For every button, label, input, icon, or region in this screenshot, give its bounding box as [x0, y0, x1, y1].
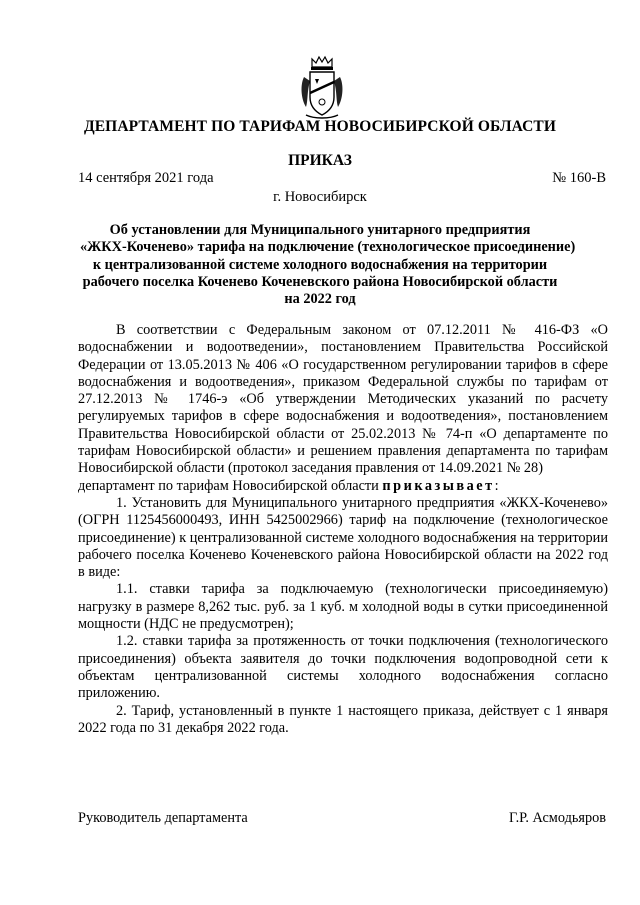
title-line: на 2022 год [284, 291, 356, 308]
document-type: ПРИКАЗ [288, 152, 352, 169]
orders-word: приказывает [382, 477, 495, 494]
novosibirsk-coat-of-arms-icon [298, 55, 346, 121]
orders-prefix: департамент по тарифам Новосибирской области [78, 477, 383, 494]
item-1-2: 1.2. ставки тарифа за протяженность от точки подключения (технологического присоединения) объекта заявителя до точки подключения водопроводной сети к объектам централизованной системы холодного водоснабжения согласно приложению. [78, 633, 608, 702]
order-city: г. Новосибирск [273, 189, 367, 205]
orders-line [78, 478, 608, 495]
title-line: к централизованной системе холодного водоснабжения на территории [92, 256, 548, 273]
signatory-name: Г.Р. Асмодьяров [508, 810, 606, 826]
order-title [80, 222, 576, 308]
signatory-position: Руководитель департамента [78, 810, 248, 826]
preamble-paragraph: В соответствии с Федеральным законом от 07.12.2011 № 416-ФЗ «О водоснабжении и водоотведении», постановлением Правительства Российской Федерации от 13.05.2013 № 406 «О государственном регулировании тарифов в сфере водоснабжения и водоотведения», приказом Федеральной службы по тарифам от 27.12.2013 № 1746-э «Об утверждении Методических указаний по расчету регулируемых тарифов в сфере водоснабжения и водоотведения», постановлением Правительства Новосибирской области от 25.02.2013 № 74-п «О департаменте по тарифам Новосибирской области» и решением правления департамента по тарифам Новосибирской области (протокол заседания правления от 14.09.2021 № 28) [78, 322, 608, 477]
item-1-1: 1.1. ставки тарифа за подключаемую (технологически присоединяемую) нагрузку в размере 8,262 тыс. руб. за 1 куб. м холодной воды в сутки присоединенной мощности (НДС не предусмотрен); [78, 581, 608, 633]
title-line: рабочего поселка Коченево Коченевского района Новосибирской области [82, 273, 558, 290]
order-date: 14 сентября 2021 года [78, 170, 214, 186]
item-2: 2. Тариф, установленный в пункте 1 настоящего приказа, действует с 1 января 2022 года по 31 декабря 2022 года. [78, 702, 608, 736]
title-line: Об установлении для Муниципального унитарного предприятия [109, 222, 531, 238]
item-1: 1. Установить для Муниципального унитарного предприятия «ЖКХ-Коченево» (ОГРН 1125456000493, ИНН 5425002966) тариф на подключение (технологическое присоединение) к централизованной системе холодного водоснабжения на территории рабочего поселка Коченево Коченевского района Новосибирской области на 2022 год в виде: [78, 494, 608, 581]
department-heading: ДЕПАРТАМЕНТ ПО ТАРИФАМ НОВОСИБИРСКОЙ ОБЛАСТИ [83, 118, 557, 135]
order-number: № 160-В [552, 170, 606, 186]
order-body [78, 322, 608, 737]
title-line: «ЖКХ-Коченево» тарифа на подключение (технологическое присоединение) [80, 239, 576, 256]
orders-suffix: : [494, 477, 499, 494]
